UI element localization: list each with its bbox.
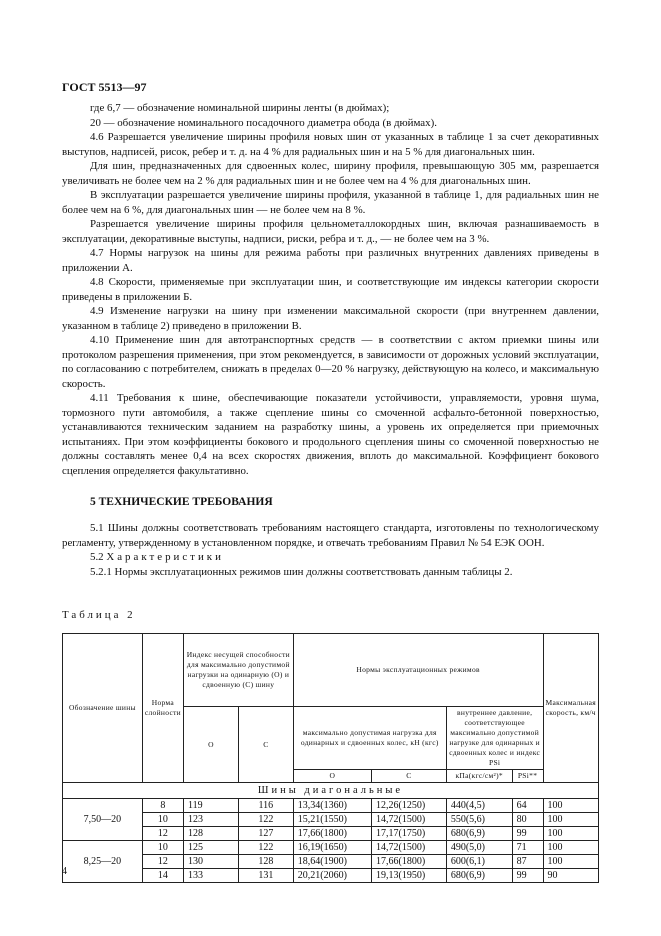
table-row	[63, 827, 599, 841]
page-number: 4	[62, 866, 67, 877]
paragraph: В эксплуатации разрешается увеличение ширины профиля, указанной в таблице 1, для радиальных шин не более чем на 6 %, для диагональных шин — не более чем на 8 %.	[62, 189, 599, 216]
cell-psi: 99	[512, 827, 543, 841]
cell-index-o: 133	[183, 869, 238, 883]
cell-kpa: 490(5,0)	[446, 841, 512, 855]
cell-load-c: 17,17(1750)	[372, 827, 447, 841]
header-pressure: внутреннее давление, соответствующее максимально допустимой нагрузке для одинарных и сдвоенных колес и индекс PSi	[446, 707, 543, 770]
header-index-o: О	[183, 707, 238, 783]
cell-index-c: 128	[238, 855, 293, 869]
cell-load-o: 13,34(1360)	[293, 799, 371, 813]
section-title: 5 ТЕХНИЧЕСКИЕ ТРЕБОВАНИЯ	[90, 496, 273, 508]
header-speed: Максимальная скорость, км/ч	[543, 634, 599, 783]
paragraph: 4.6 Разрешается увеличение ширины профиля новых шин от указанных в таблице 1 за счет декоративных выступов, надписей, рисок, ребер и т. д. на 4 % для радиальных шин и на 5 % для диагональных шин.	[62, 131, 599, 158]
cell-load-c: 14,72(1500)	[372, 841, 447, 855]
header-max-load: максимально допустимая нагрузка для одинарных и сдвоенных колес, кН (кгс)	[293, 707, 446, 770]
table-subsection: Шины диагональные	[63, 783, 599, 799]
cell-load-c: 17,66(1800)	[372, 855, 447, 869]
header-ply: Норма слойности	[142, 634, 183, 783]
cell-designation: 7,50—20	[63, 799, 143, 841]
cell-load-o: 15,21(1550)	[293, 813, 371, 827]
header-load-c: С	[372, 770, 447, 783]
header-designation: Обозначение шины	[63, 634, 143, 783]
norms-table	[62, 633, 599, 883]
paragraph: 4.7 Нормы нагрузок на шины для режима работы при различных внутренних давлениях приведены в приложении А.	[62, 247, 599, 274]
cell-speed: 100	[543, 799, 599, 813]
header-kpa: кПа(кгс/см²)*	[446, 770, 512, 783]
cell-load-o: 18,64(1900)	[293, 855, 371, 869]
cell-index-c: 122	[238, 841, 293, 855]
paragraph: Для шин, предназначенных для сдвоенных колес, ширину профиля, превышающую 305 мм, разрешается увеличивать не более чем на 2 % для радиальных шин и не более чем на 4 % для диагональных шин.	[62, 160, 599, 187]
cell-kpa: 550(5,6)	[446, 813, 512, 827]
paragraph: 5.1 Шины должны соответствовать требованиям настоящего стандарта, изготовлены по технологическому регламенту, утвержденному в установленном порядке, и отвечать требованиям Правил № 54 ЕЭК ООН.	[62, 522, 599, 549]
cell-kpa: 600(6,1)	[446, 855, 512, 869]
header-load-o: О	[293, 770, 371, 783]
cell-load-c: 19,13(1950)	[372, 869, 447, 883]
table-row	[63, 813, 599, 827]
cell-load-o: 17,66(1800)	[293, 827, 371, 841]
paragraph: Разрешается увеличение ширины профиля цельнометаллокордных шин, включая разнашиваемость в эксплуатации, декоративные выступы, надписи, риски, ребра и т. д., — не более чем на 3 %.	[62, 218, 599, 245]
cell-ply: 8	[142, 799, 183, 813]
cell-index-c: 122	[238, 813, 293, 827]
paragraph: 4.8 Скорости, применяемые при эксплуатации шин, и соответствующие им индексы категории скорости приведены в приложении Б.	[62, 276, 599, 303]
header-load-index: Индекс несущей способности для максимально допустимой нагрузки на одинарную (О) и сдвоенную (С) шину	[183, 634, 293, 707]
cell-ply: 10	[142, 841, 183, 855]
table-row	[63, 855, 599, 869]
cell-index-o: 119	[183, 799, 238, 813]
paragraph: 20 — обозначение номинального посадочного диаметра обода (в дюймах).	[90, 116, 437, 129]
cell-speed: 100	[543, 855, 599, 869]
cell-index-o: 130	[183, 855, 238, 869]
cell-speed: 100	[543, 813, 599, 827]
table-caption: Таблица 2	[62, 609, 136, 621]
cell-psi: 99	[512, 869, 543, 883]
clause-number: 5.2	[90, 551, 104, 563]
header-norms: Нормы эксплуатационных режимов	[293, 634, 543, 707]
cell-speed: 100	[543, 841, 599, 855]
cell-ply: 12	[142, 855, 183, 869]
cell-load-o: 20,21(2060)	[293, 869, 371, 883]
section-5-text	[62, 521, 599, 579]
cell-psi: 87	[512, 855, 543, 869]
cell-index-c: 131	[238, 869, 293, 883]
cell-load-c: 14,72(1500)	[372, 813, 447, 827]
paragraph: где 6,7 — обозначение номинальной ширины ленты (в дюймах);	[90, 102, 390, 114]
paragraph	[62, 550, 599, 565]
cell-index-c: 127	[238, 827, 293, 841]
cell-kpa: 680(6,9)	[446, 827, 512, 841]
clause-title: Характеристики	[106, 551, 224, 563]
cell-psi: 80	[512, 813, 543, 827]
header-index-c: С	[238, 707, 293, 783]
document-header: ГОСТ 5513—97	[62, 80, 147, 94]
cell-kpa: 680(6,9)	[446, 869, 512, 883]
table-row	[63, 799, 599, 813]
cell-index-o: 128	[183, 827, 238, 841]
cell-index-o: 125	[183, 841, 238, 855]
cell-ply: 12	[142, 827, 183, 841]
paragraph: 5.2.1 Нормы эксплуатационных режимов шин должны соответствовать данным таблицы 2.	[90, 565, 513, 578]
paragraph: 4.10 Применение шин для автотранспортных средств — в соответствии с актом приемки шины или протоколом разрешения применения, при этом рекомендуется, в зависимости от дорожных условий эксплуатации, по согласованию с потребителем, снижать в пределах 0—20 % нагрузку, действующую на колесо, и максимальную скорость.	[62, 334, 599, 390]
cell-ply: 10	[142, 813, 183, 827]
table-row	[63, 841, 599, 855]
cell-load-o: 16,19(1650)	[293, 841, 371, 855]
cell-speed: 90	[543, 869, 599, 883]
cell-index-c: 116	[238, 799, 293, 813]
cell-speed: 100	[543, 827, 599, 841]
body-text	[62, 101, 599, 478]
paragraph: 4.9 Изменение нагрузки на шину при изменении максимальной скорости (при внутреннем давлении, указанном в таблице 2) приведено в приложении В.	[62, 305, 599, 332]
cell-psi: 71	[512, 841, 543, 855]
paragraph: 4.11 Требования к шине, обеспечивающие показатели устойчивости, управляемости, уровня шума, тормозного пути автомобиля, а также сцепление шины со смоченной асфальто-бетонной поверхностью, устанавливаются техническим заданием на разработку шины, а уровень их определяется при приемочных испытаниях. При этом коэффициенты бокового и продольного сцепления шины со смоченной поверхностью не должны составлять менее 0,4 на всех скоростях движения, вплоть до максимальной. Коэффициент бокового сцепления определяется факультативно.	[62, 392, 599, 477]
header-psi: PSi**	[512, 770, 543, 783]
cell-psi: 64	[512, 799, 543, 813]
cell-kpa: 440(4,5)	[446, 799, 512, 813]
table-row	[63, 869, 599, 883]
cell-index-o: 123	[183, 813, 238, 827]
cell-ply: 14	[142, 869, 183, 883]
cell-load-c: 12,26(1250)	[372, 799, 447, 813]
cell-designation: 8,25—20	[63, 841, 143, 883]
